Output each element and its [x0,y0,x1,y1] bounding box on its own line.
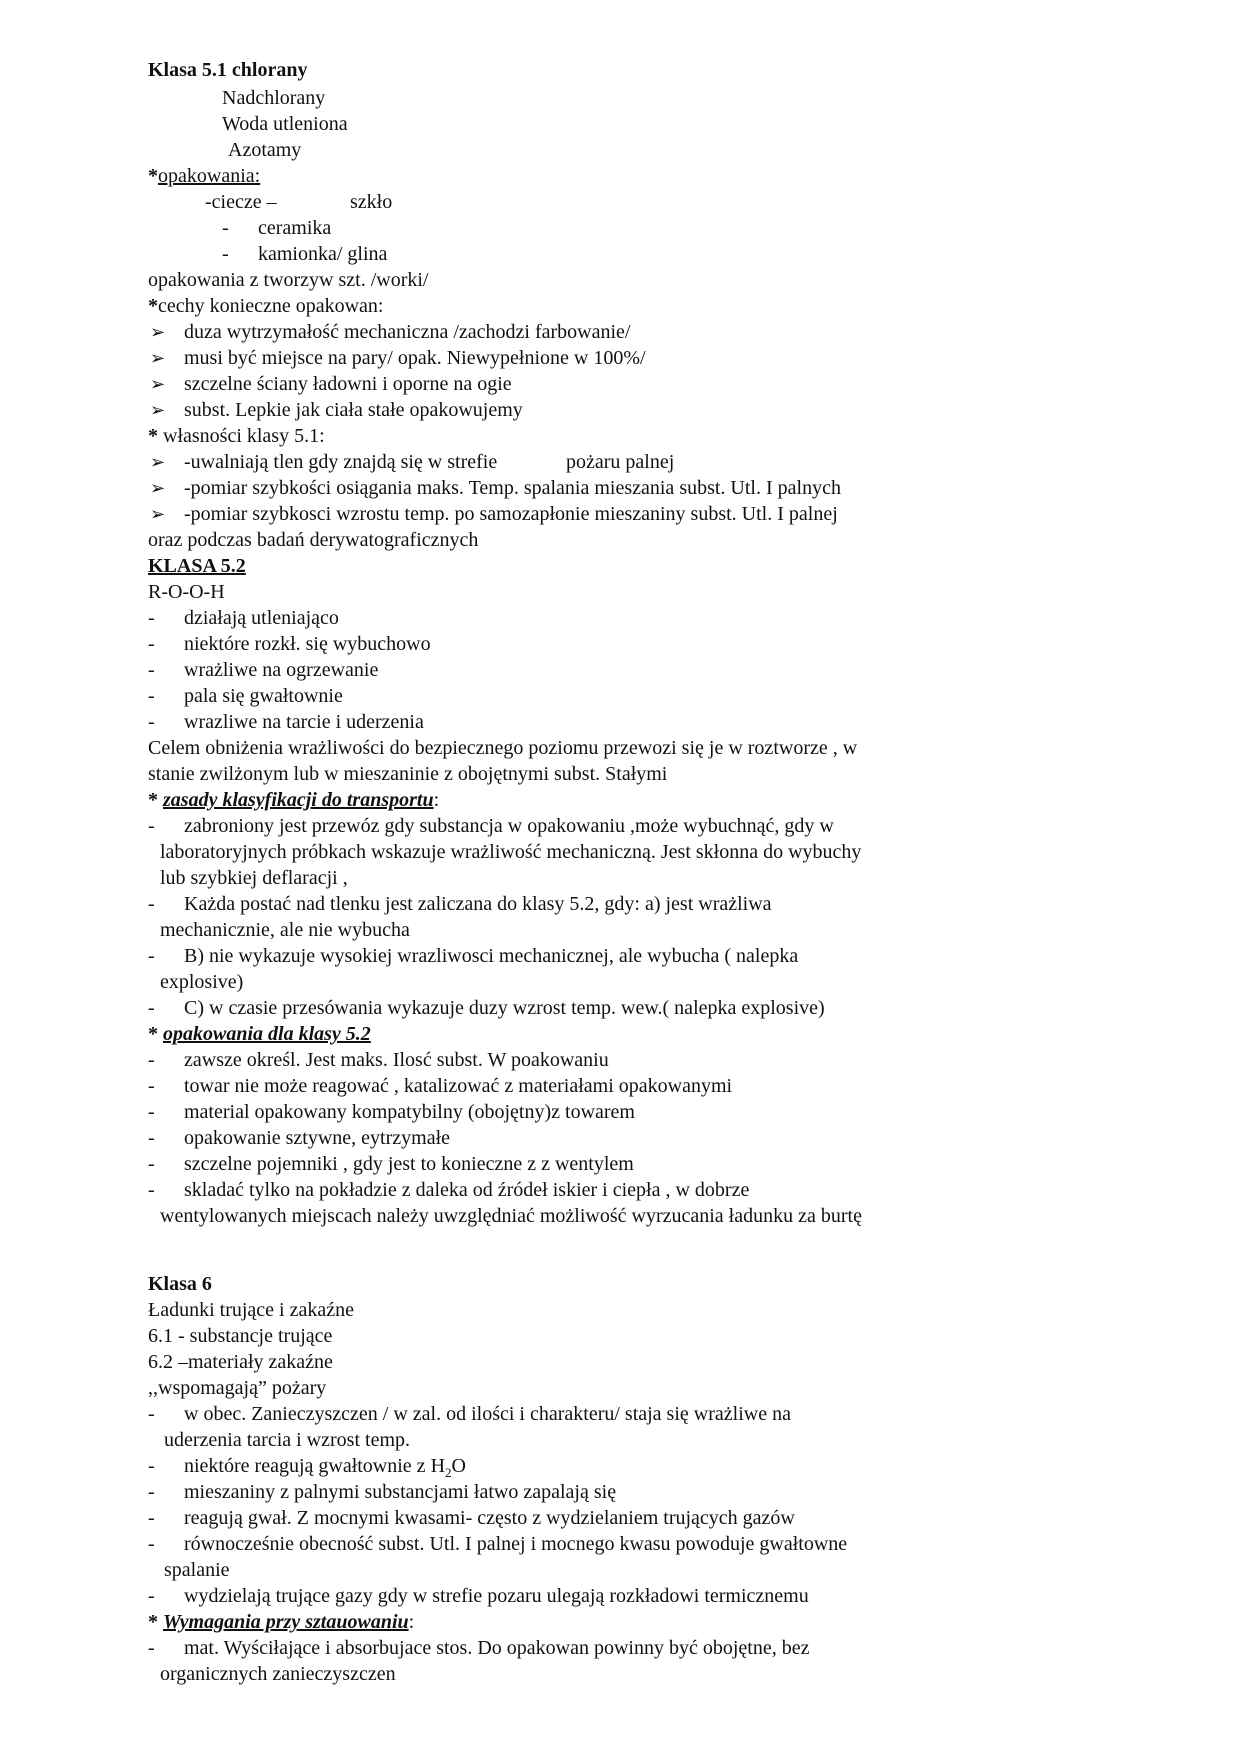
k51-item: Nadchlorany [222,87,326,109]
k51-cecha: duza wytrzymałość mechaniczna /zachodzi farbowanie/ [184,321,631,343]
k6-prop-text: O [451,1455,466,1477]
section-title-klasa-5-2: KLASA 5.2 [148,555,246,577]
k51-wlasnosc: -pomiar szybkości osiągania maks. Temp. spalania mieszania subst. Utl. I palnych [184,477,841,499]
k52-prop: wrażliwe na ogrzewanie [184,659,379,681]
k6-prop: równocześnie obecność subst. Utl. I palnej i mocnego kwasu powoduje gwałtowne [184,1533,848,1555]
dash-marker: - [148,1533,155,1555]
k6-prop: spalanie [164,1559,230,1581]
k52-opak-item: szczelne pojemniki , gdy jest to konieczne z z wentylem [184,1153,634,1175]
dash-marker: - [148,997,155,1019]
k51-kamionka: kamionka/ glina [258,243,388,265]
k51-wlasnosc: -pomiar szybkosci wzrostu temp. po samozapłonie mieszaniny subst. Utl. I palnej [184,503,838,525]
star-marker: * [148,1611,158,1633]
section-title-klasa-5-1: Klasa 5.1 chlorany [148,59,308,81]
k51-cecha: szczelne ściany ładowni i oporne na ogie [184,373,512,395]
k51-opak-heading [148,164,260,188]
arrow-bullet-icon: ➢ [150,452,166,472]
k51-item: Azotamy [228,139,302,161]
k6-wym-label: Wymagania przy sztauowaniu [163,1611,409,1633]
k52-prop: wrazliwe na tarcie i uderzenia [184,711,424,733]
k6-wspomagaja: ,,wspomagają” pożary [148,1377,327,1399]
k51-szklo: szkło [350,191,393,213]
arrow-bullet-icon: ➢ [150,374,166,394]
star-marker: * [148,425,158,447]
k51-tworzywa: opakowania z tworzyw szt. /worki/ [148,269,429,291]
k51-ceramika: ceramika [258,217,332,239]
dash-marker: - [148,633,155,655]
k52-zasady-line: laboratoryjnych próbkach wskazuje wrażliwość mechaniczną. Jest skłonna do wybuchy [160,841,862,863]
k52-prop: działają utleniająco [184,607,339,629]
k6-prop: mieszaniny z palnymi substancjami łatwo zapalają się [184,1481,617,1503]
dash-marker: - [222,243,229,265]
k6-subtitle: Ładunki trujące i zakaźne [148,1299,354,1321]
k52-sklad-line: wentylowanych miejscach należy uwzględniać możliwość wyrzucania ładunku za burtę [160,1205,862,1227]
dash-marker: - [148,1153,155,1175]
k51-wlasnosc: -uwalniają tlen gdy znajdą się w strefie [184,451,498,473]
dash-marker: - [148,1127,155,1149]
arrow-bullet-icon: ➢ [150,400,166,420]
dash-marker: - [148,1403,155,1425]
dash-marker: - [148,1179,155,1201]
k51-cechy-label: cechy konieczne opakowan: [158,295,384,317]
k52-sklad-line: skladać tylko na pokładzie z daleka od źródeł iskier i ciepła , w dobrze [184,1179,750,1201]
arrow-bullet-icon: ➢ [150,348,166,368]
dash-marker: - [148,893,155,915]
k51-cecha: subst. Lepkie jak ciała stałe opakowujemy [184,399,523,421]
k6-wym-line: organicznych zanieczyszczen [160,1663,396,1685]
arrow-bullet-icon: ➢ [150,504,166,524]
k6-prop-subscript: 2 [445,1465,452,1480]
k6-prop-text: niektóre reagują gwałtownie z H [184,1455,446,1477]
k52-zasady-label: zasady klasyfikacji do transportu [163,789,434,811]
dash-marker: - [222,217,229,239]
k51-ciecze: -ciecze – [205,191,277,213]
k52-celem-line: stanie zwilżonym lub w mieszaninie z obojętnymi subst. Stałymi [148,763,668,785]
star-marker: * [148,295,158,317]
k51-wlasnosci-heading [148,424,325,448]
k51-wlasnosci-label: własności klasy 5.1: [163,425,325,447]
colon: : [433,789,440,811]
k51-cecha: musi być miejsce na pary/ opak. Niewypełnione w 100%/ [184,347,646,369]
arrow-bullet-icon: ➢ [150,478,166,498]
k52-zasady-line: Każda postać nad tlenku jest zaliczana do klasy 5.2, gdy: a) jest wrażliwa [184,893,772,915]
dash-marker: - [148,1075,155,1097]
k52-opak-heading [148,1022,371,1046]
k52-zasady-line: C) w czasie przesówania wykazuje duzy wzrost temp. wew.( nalepka explosive) [184,997,825,1019]
k6-prop: uderzenia tarcia i wzrost temp. [164,1429,410,1451]
k52-zasady-line: zabroniony jest przewóz gdy substancja w opakowaniu ,może wybuchnąć, gdy w [184,815,834,837]
dash-marker: - [148,711,155,733]
dash-marker: - [148,1049,155,1071]
section-title-klasa-6: Klasa 6 [148,1273,212,1295]
k6-prop: reagują gwał. Z mocnymi kwasami- często z wydzielaniem trujących gazów [184,1507,795,1529]
star-marker: * [148,1023,158,1045]
k52-zasady-line: B) nie wykazuje wysokiej wrazliwosci mechanicznej, ale wybucha ( nalepka [184,945,799,967]
k52-zasady-line: mechanicznie, ale nie wybucha [160,919,410,941]
k52-prop: pala się gwałtownie [184,685,343,707]
k6-subclass: 6.1 - substancje trujące [148,1325,333,1347]
k52-celem-line: Celem obniżenia wrażliwości do bezpiecznego poziomu przewozi się je w roztworze , w [148,737,858,759]
k52-zasady-line: explosive) [160,971,244,993]
k51-oraz: oraz podczas badań derywatograficznych [148,529,479,551]
star-marker: * [148,789,158,811]
dash-marker: - [148,1637,155,1659]
k51-item: Woda utleniona [222,113,348,135]
k6-prop: w obec. Zanieczyszczen / w zal. od ilości i charakteru/ staja się wrażliwe na [184,1403,791,1425]
dash-marker: - [148,1585,155,1607]
k52-zasady-heading [148,788,439,812]
dash-marker: - [148,1101,155,1123]
k52-formula: R-O-O-H [148,581,225,603]
dash-marker: - [148,1507,155,1529]
k52-opak-label: opakowania dla klasy 5.2 [163,1023,371,1045]
k52-opak-item: zawsze określ. Jest maks. Ilosć subst. W poakowaniu [184,1049,609,1071]
dash-marker: - [148,607,155,629]
arrow-bullet-icon: ➢ [150,322,166,342]
k52-zasady-line: lub szybkiej deflaracji , [160,867,348,889]
k6-prop: wydzielają trujące gazy gdy w strefie pozaru ulegają rozkładowi termicznemu [184,1585,809,1607]
k51-wlasnosc-cont: pożaru palnej [566,451,675,473]
dash-marker: - [148,685,155,707]
k51-opak-label: opakowania: [158,165,261,187]
dash-marker: - [148,659,155,681]
k6-wym-heading [148,1610,414,1634]
dash-marker: - [148,815,155,837]
star-marker: * [148,165,158,187]
k52-opak-item: opakowanie sztywne, eytrzymałe [184,1127,451,1149]
dash-marker: - [148,1455,155,1477]
k52-opak-item: towar nie może reagować , katalizować z materiałami opakowanymi [184,1075,733,1097]
k52-prop: niektóre rozkł. się wybuchowo [184,633,431,655]
dash-marker: - [148,945,155,967]
k52-opak-item: material opakowany kompatybilny (obojętny)z towarem [184,1101,635,1123]
dash-marker: - [148,1481,155,1503]
colon: : [408,1611,415,1633]
k6-subclass: 6.2 –materiały zakaźne [148,1351,333,1373]
k6-wym-line: mat. Wyściłające i absorbujace stos. Do opakowan powinny być obojętne, bez [184,1637,810,1659]
k51-cechy-heading [148,294,383,318]
